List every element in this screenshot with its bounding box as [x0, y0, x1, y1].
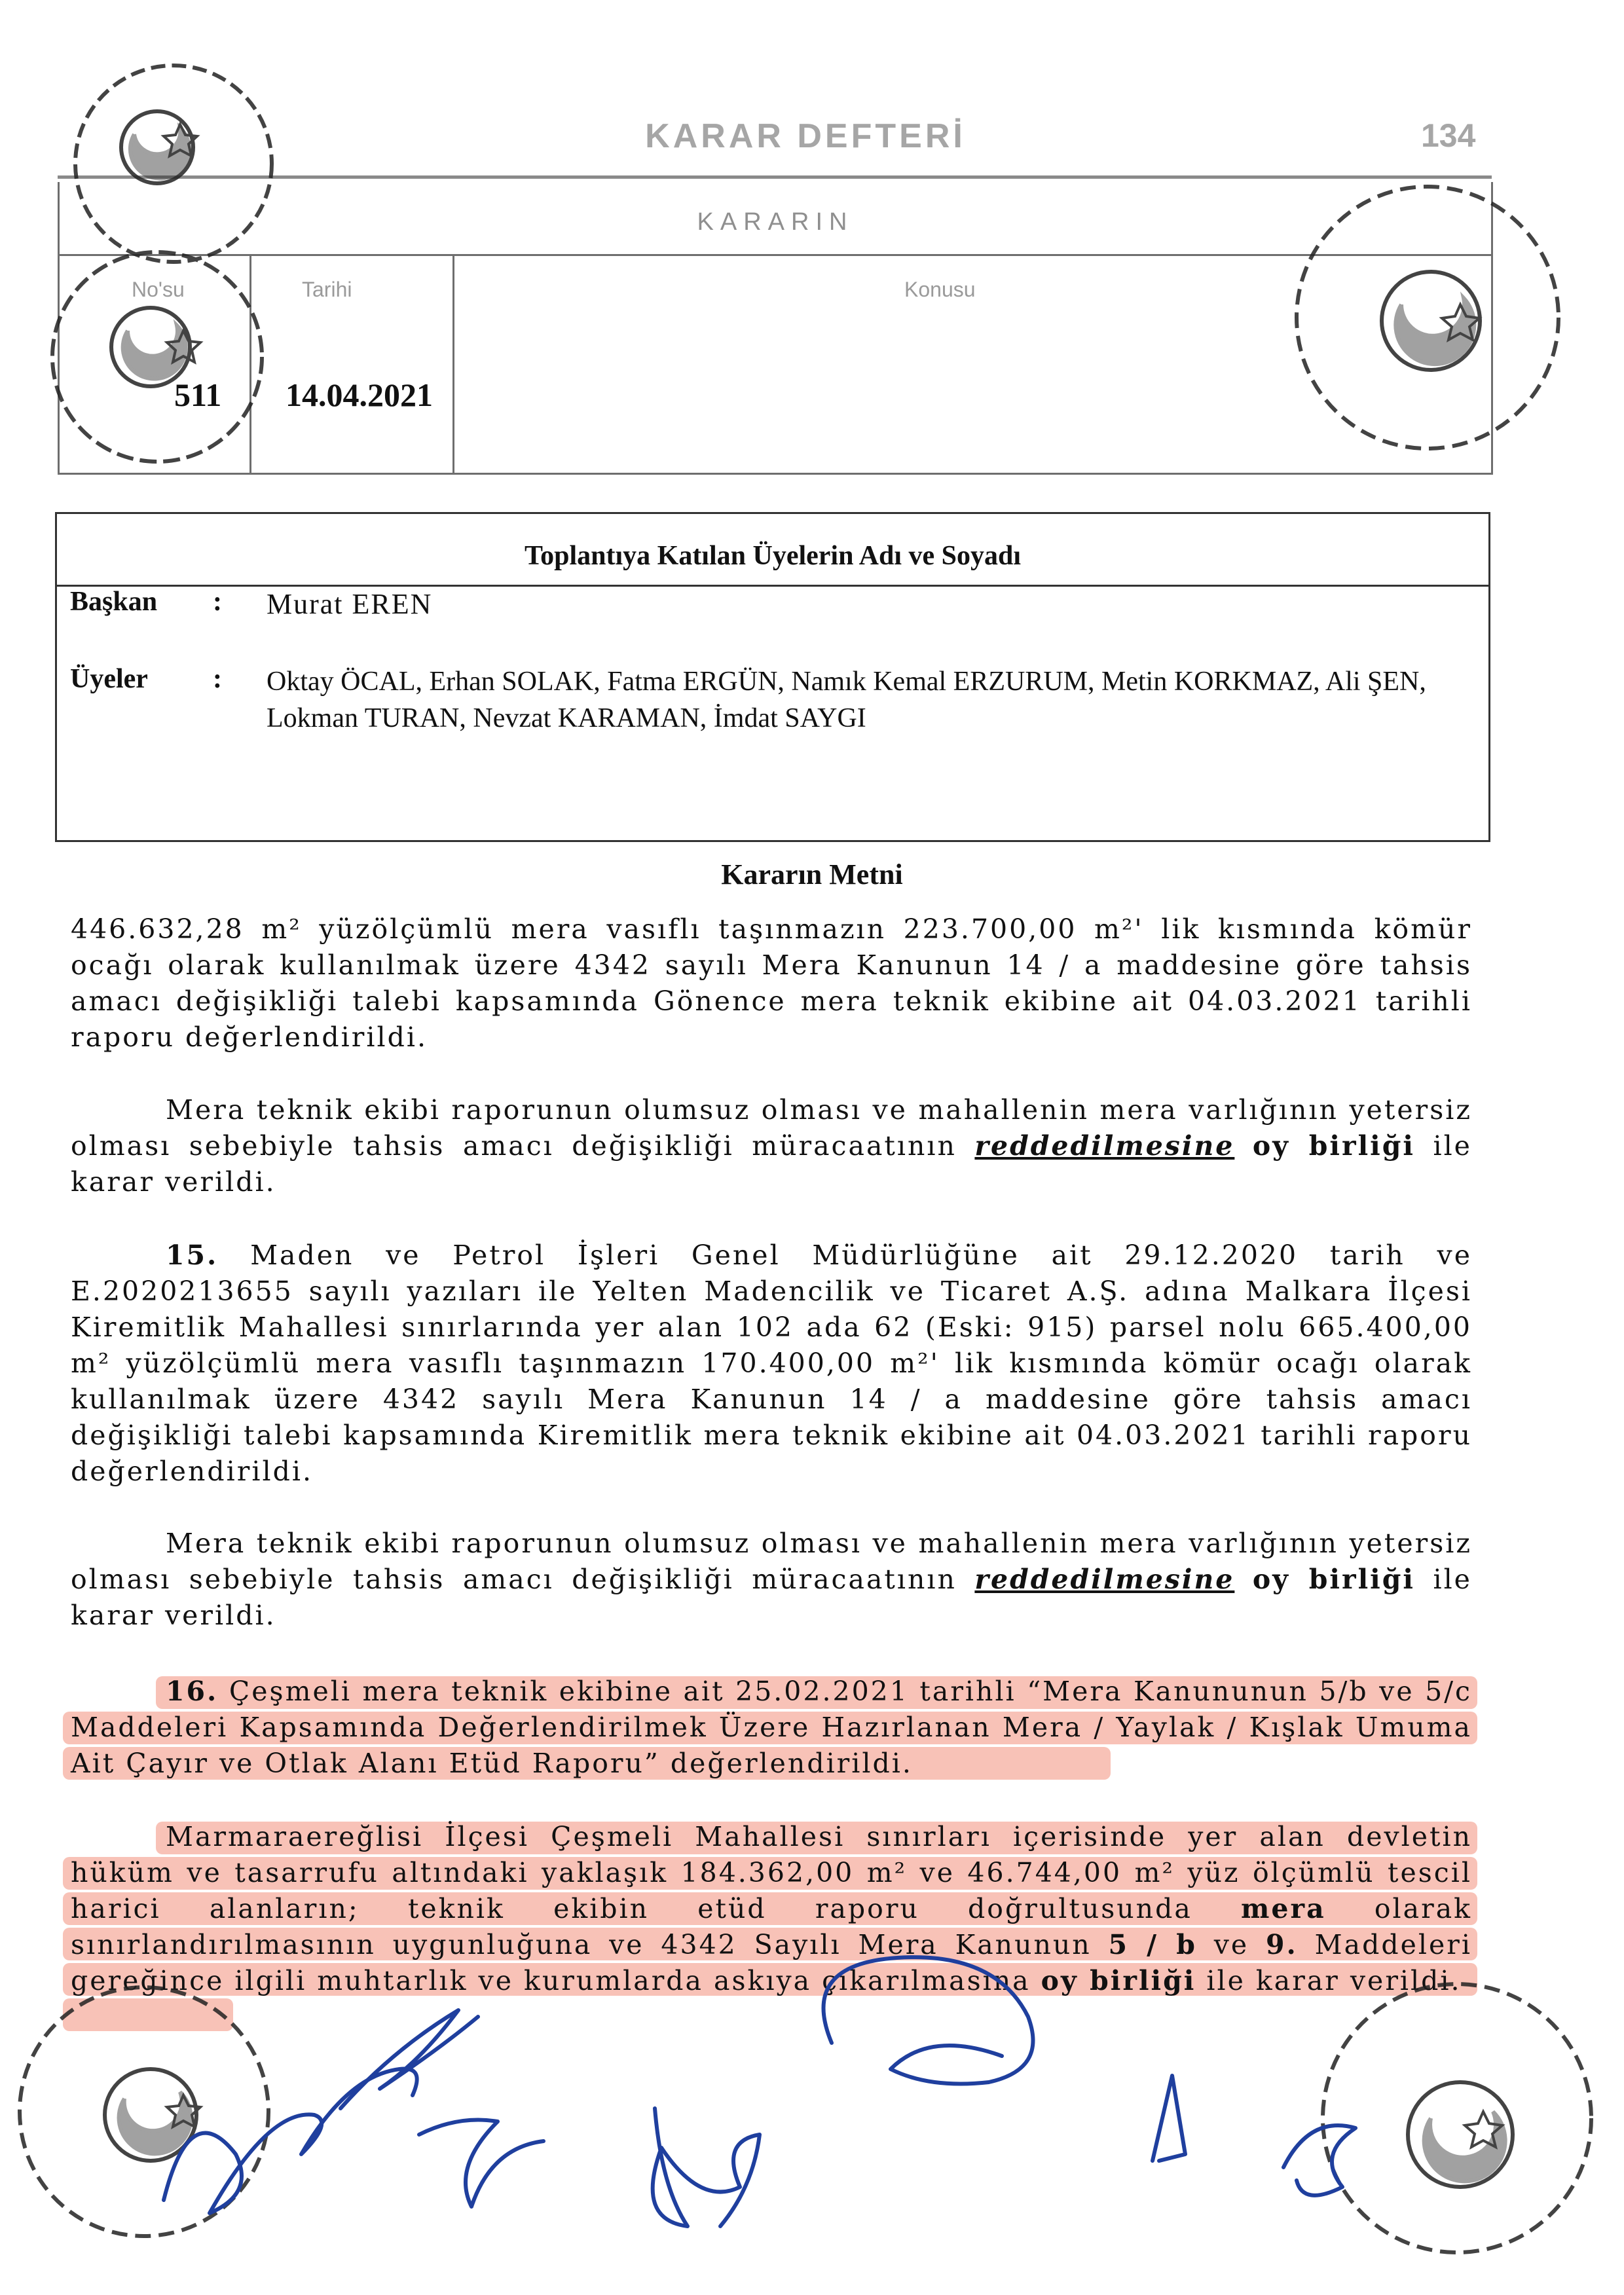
header-rule: [58, 175, 1492, 179]
members-box: [55, 512, 1490, 842]
paragraph-6: [71, 1819, 1472, 1999]
emphasis-word: 9.: [1266, 1929, 1298, 1960]
item-number: 15.: [166, 1239, 219, 1271]
paragraph-text: Mera teknik ekibi raporunun olumsuz olması ve mahallenin mera varlığının yetersiz olması sebebiyle tahsis amacı değişikliği müracaatının: [71, 1528, 1472, 1595]
paragraph-1: [71, 911, 1472, 1056]
emphasis-word: 5 / b: [1108, 1929, 1197, 1960]
paragraph-3: [71, 1238, 1472, 1490]
decision-heading: KARARIN: [697, 208, 854, 236]
column-label-subject: Konusu: [904, 278, 976, 301]
page-number: 134: [1421, 117, 1476, 154]
highlight-mark: [63, 1998, 233, 2031]
members-colon: :: [213, 664, 222, 694]
president-label: Başkan: [70, 587, 158, 617]
emphasis-word: mera: [1241, 1893, 1326, 1924]
decision-date: 14.04.2021: [286, 376, 433, 413]
paragraph-4: [71, 1526, 1472, 1634]
paragraph-text: 446.632,28 m² yüzölçümlü mera vasıflı taşınmazın 223.700,00 m²' lik kısmında kömür ocağı olarak kullanılmak üzere 4342 sayılı Mera Kanunun 14 / a maddesine göre tahsis amacı değişikliği talebi kapsamında Gönence mera teknik ekibine ait 04.03.2021 tarihli raporu değerlendirildi.: [71, 913, 1472, 1053]
item-number: 16.: [166, 1676, 219, 1707]
column-label-date: Tarihi: [302, 278, 352, 301]
paragraph-5: [71, 1674, 1472, 1782]
emphasis-unanimous: oy birliği: [1252, 1130, 1415, 1162]
paragraph-text: ile karar verildi.: [71, 1564, 1472, 1631]
paragraph-text: ile karar verildi.: [1206, 1965, 1462, 1996]
paragraph-text: Marmaraereğlisi İlçesi Çeşmeli Mahallesi sınırları içerisinde yer alan devletin hüküm ve tasarrufu altındaki yaklaşık 184.362,00 m² ve 46.744,00 m² yüz ölçümlü tescil harici alanların; teknik ekibin etüd raporu doğrultusunda: [71, 1821, 1472, 1924]
divider: [60, 254, 1491, 256]
paragraph-text: Çeşmeli mera teknik ekibine ait 25.02.2021 tarihli “Mera Kanununun 5/b ve 5/c Maddeleri Kapsamında Değerlendirilmek Üzere Hazırlanan Mera / Yaylak / Kışlak Umuma Ait Çayır ve Otlak Alanı Etüd Raporu” değerlendirildi.: [71, 1676, 1472, 1779]
president-colon: :: [213, 587, 222, 617]
member-names: Oktay ÖCAL, Erhan SOLAK, Fatma ERGÜN, Namık Kemal ERZURUM, Metin KORKMAZ, Ali ŞEN, Lokman TURAN, Nevzat KARAMAN, İmdat SAYGI: [267, 667, 1426, 733]
divider: [249, 254, 251, 473]
paragraph-text: ve: [1213, 1929, 1249, 1960]
paragraph-text: Mera teknik ekibi raporunun olumsuz olması ve mahallenin mera varlığının yetersiz olması sebebiyle tahsis amacı değişikliği müracaatının: [71, 1094, 1472, 1162]
paragraph-text: Maden ve Petrol İşleri Genel Müdürlüğüne ait 29.12.2020 tarih ve E.2020213655 sayılı yazıları ile Yelten Madencilik ve Ticaret A.Ş. adına Malkara İlçesi Kiremitlik Mahallesi sınırlarında yer alan 102 ada 62 (Eski: 915) parsel nolu 665.400,00 m² yüzölçümlü mera vasıflı taşınmazın 170.400,00 m²' lik kısmında kömür ocağı olarak kullanılmak üzere 4342 sayılı Mera Kanunun 14 / a maddesine göre tahsis amacı değişikliği talebi kapsamında Kiremitlik mera teknik ekibine ait 04.03.2021 tarihli raporu değerlendirildi.: [71, 1239, 1472, 1487]
paragraph-text: Maddeleri gereğince ilgili muhtarlık ve kurumlarda askıya çıkarılmasına: [71, 1929, 1472, 1996]
emphasis-unanimous: oy birliği: [1041, 1965, 1196, 1996]
decision-text-title: Kararın Metni: [721, 858, 903, 890]
emphasis-unanimous: oy birliği: [1252, 1564, 1415, 1595]
paragraph-text: ile karar verildi.: [71, 1130, 1472, 1198]
decision-number: 511: [174, 376, 222, 413]
emphasis-rejection: reddedilmesine: [974, 1564, 1235, 1595]
divider: [57, 585, 1488, 587]
members-title: Toplantıya Katılan Üyelerin Adı ve Soyadı: [524, 541, 1022, 571]
emphasis-rejection: reddedilmesine: [974, 1130, 1235, 1162]
paragraph-text: olarak sınırlandırılmasının uygunluğuna ve 4342 Sayılı Mera Kanunun: [71, 1893, 1472, 1960]
members-label: Üyeler: [70, 664, 148, 694]
paragraph-2: [71, 1092, 1472, 1200]
column-label-no: No'su: [132, 278, 185, 301]
ledger-title: KARAR DEFTERİ: [645, 117, 966, 155]
divider: [452, 254, 454, 473]
president-name: Murat EREN: [267, 588, 433, 620]
decision-info-box: [58, 182, 1493, 475]
